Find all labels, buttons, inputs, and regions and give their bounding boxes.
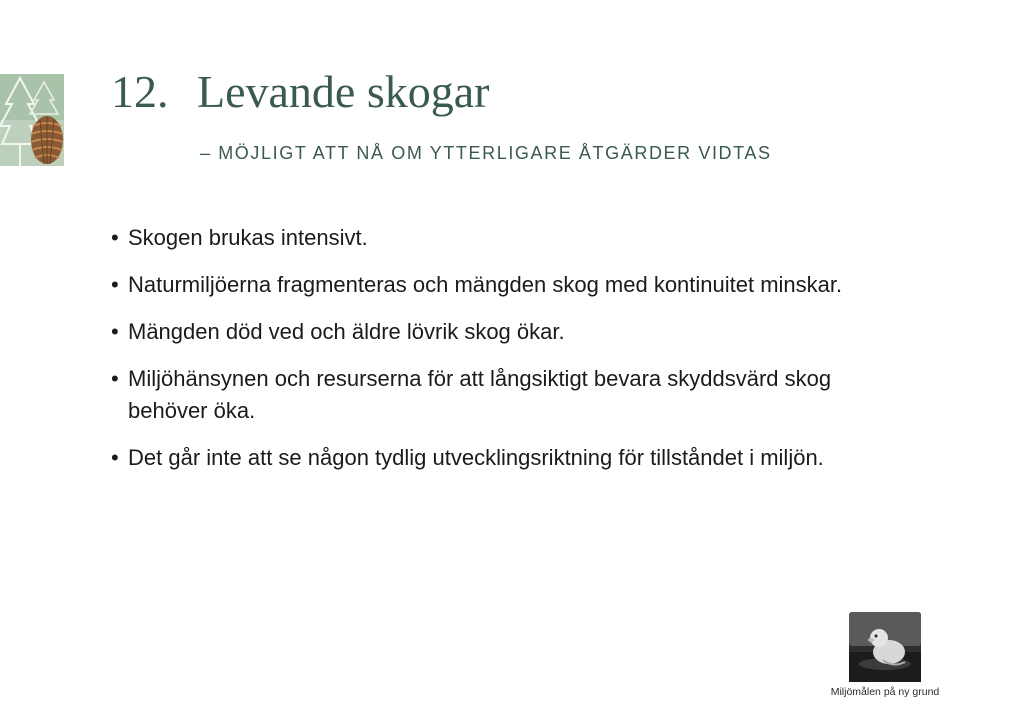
bullet-marker: • [111, 272, 119, 297]
bullet-marker: • [111, 225, 119, 250]
bullet-text: Det går inte att se någon tydlig utvecklingsriktning för tillståndet i miljön. [128, 445, 824, 470]
title-text: Levande skogar [197, 66, 490, 117]
bullet-item [110, 316, 910, 348]
bullet-item [110, 442, 910, 474]
footer-logo [820, 612, 950, 698]
slide-subtitle: – MÖJLIGT ATT NÅ OM YTTERLIGARE ÅTGÄRDER VIDTAS [200, 143, 772, 163]
otter-photo-icon [849, 612, 921, 682]
bullet-text: Naturmiljöerna fragmenteras och mängden skog med kontinuitet minskar. [128, 272, 843, 297]
forest-emblem-icon [0, 74, 64, 166]
bullet-marker: • [111, 445, 119, 470]
bullet-list [110, 222, 910, 489]
bullet-marker: • [111, 319, 119, 344]
bullet-text: Mängden död ved och äldre lövrik skog ökar. [128, 319, 565, 344]
footer-caption: Miljömålen på ny grund [830, 686, 940, 698]
bullet-item [110, 269, 910, 301]
title-number: 12. [111, 66, 169, 117]
bullet-marker: • [111, 366, 119, 391]
bullet-text: Miljöhänsynen och resurserna för att långsiktigt bevara skyddsvärd skog behöver öka. [128, 366, 832, 423]
bullet-text: Skogen brukas intensivt. [128, 225, 368, 250]
bullet-item [110, 363, 910, 427]
bullet-item [110, 222, 910, 254]
slide-title [111, 64, 490, 120]
